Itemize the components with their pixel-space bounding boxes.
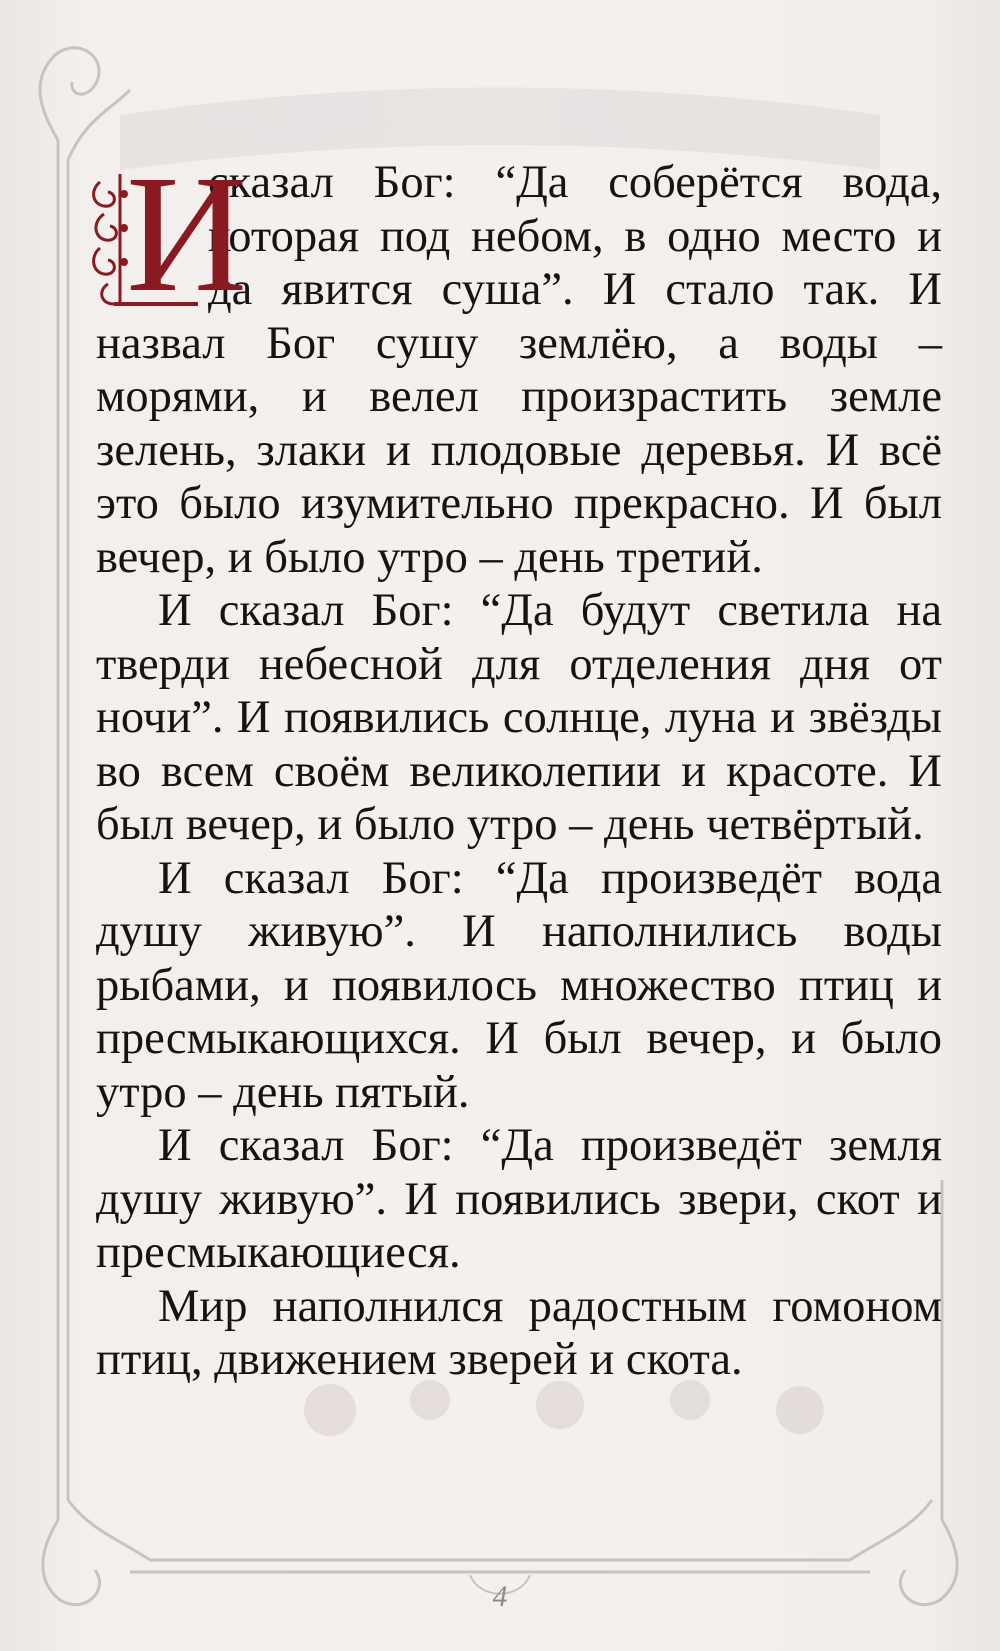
paragraph-1-text: сказал Бог: “Да соберётся вода, которая под небом, в одно место и да явится суша”. И стало так. И назвал Бог сушу землёю, а воды – морями, и велел произрастить земле зелень, злаки и плодовые деревья. И всё это было изумительно прекрасно. И был вечер, и было утро – день третий. xyxy=(96,157,942,583)
paragraph-1 xyxy=(96,141,942,584)
dropcap xyxy=(86,141,248,327)
dropcap-letter: И xyxy=(126,141,248,327)
page-number: 4 xyxy=(492,1580,508,1613)
main-text xyxy=(96,141,942,1387)
paragraph-2: И сказал Бог: “Да будут светила на тверди небесной для отделения дня от ночи”. И появились солнце, луна и звёзды во всем своём великолепии и красоте. И был вечер, и было утро – день четвёртый. xyxy=(96,585,942,850)
paragraph-5: Мир наполнился радостным гомоном птиц, движением зверей и скота. xyxy=(96,1280,942,1385)
bleed-through-flowers xyxy=(304,1380,824,1436)
paragraph-4: И сказал Бог: “Да произведёт земля душу живую”. И появились звери, скот и пресмыкающиеся. xyxy=(96,1120,942,1278)
paragraph-3: И сказал Бог: “Да произведёт вода душу живую”. И наполнились воды рыбами, и появилось множество птиц и пресмыкающихся. И был вечер, и было утро – день пятый. xyxy=(96,852,942,1118)
